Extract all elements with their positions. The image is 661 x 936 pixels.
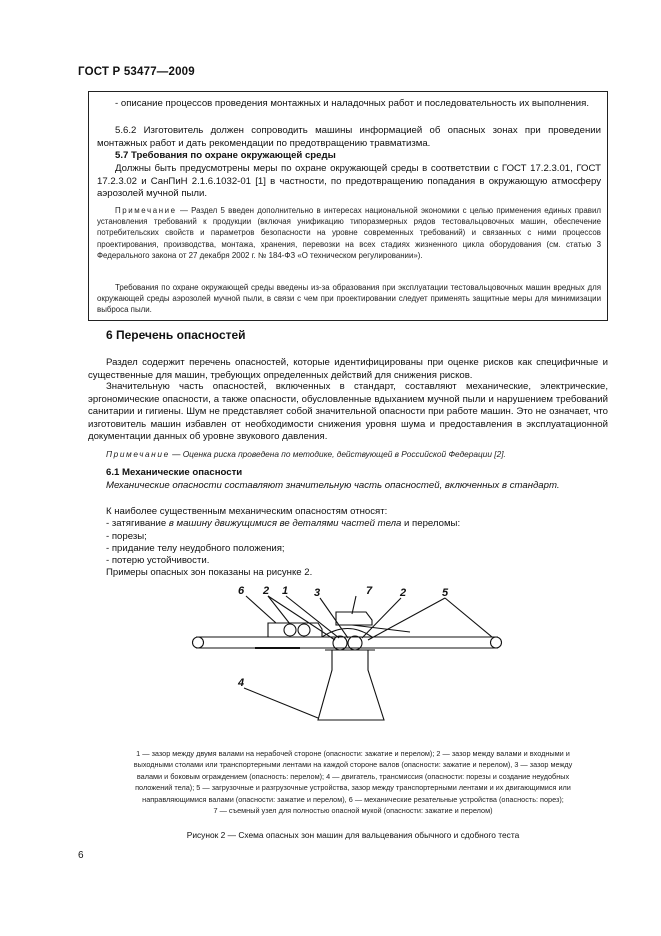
section-6-note: Примечание — Оценка риска проведена по методике, действующей в Российской Федерации [2].	[106, 449, 506, 459]
hazard-item-4: - потерю устойчивости.	[106, 555, 210, 566]
cutting-device-housing	[268, 623, 322, 637]
cutting-roller-2	[298, 624, 310, 636]
caption-line-1: 1 — зазор между двумя валами на нерабочей стороне (опасности: зажатие и перелом); 2 — зазор между валами и входными и	[136, 749, 570, 758]
figure-label-5: 5	[442, 587, 449, 599]
note-environment: Требования по охране окружающей среды введены из-за образования при эксплуатации тестовальцовочных машин вредных для окружающей среды аэрозолей мучной пыли, в связи с чем при проектировании следует применять защитные меры для минимизации выброса пыли.	[97, 283, 601, 315]
hazard-item-2: - порезы;	[106, 531, 147, 542]
conveyor-right-roller	[491, 637, 502, 648]
figure-label-4: 4	[238, 677, 245, 689]
list-item-installation: - описание процессов проведения монтажных и наладочных работ и последовательность их выполнения.	[115, 98, 589, 109]
figure-reference: Примеры опасных зон показаны на рисунке 2.	[106, 567, 313, 578]
section-6-paragraph-2: Значительную часть опасностей, включенных в стандарт, составляют механические, электрические, эргономические опасности, а также опасности, обусловленные вдыханием мучной пыли и нарушением требований санитарии и гигиены. Шум не представляет собой значительной опасности при работе машин. Это не означает, что изготовитель машин избавлен от необходимости снижения уровня шума и предоставления в эксплуатационной документации данных об уровне звукового давления.	[88, 381, 608, 443]
caption-line-6: 7 — съемный узел для полностью опасной мукой (опасности: зажатие и перелом)	[213, 806, 493, 816]
section-6-title: 6 Перечень опасностей	[106, 328, 246, 342]
figure-title: Рисунок 2 — Схема опасных зон машин для вальцевания обычного и сдобного теста	[186, 830, 520, 840]
caption-line-5: направляющимися валами (опасности: зажатие и перелом), 6 — механические резательные устройства (опасность: порез);	[142, 794, 564, 804]
heading-5-7: 5.7 Требования по охране окружающей среды	[115, 150, 336, 161]
conveyor-left-roller	[193, 637, 204, 648]
figure-label-3: 3	[314, 587, 321, 599]
hazard-item-1: - затягивание в машину движущимися ве деталями частей тела и переломы:	[106, 518, 461, 529]
paragraph-5-7: Должны быть предусмотрены меры по охране окружающей среды в соответствии с ГОСТ 17.2.3.01, ГОСТ 17.2.3.02 и СанПиН 2.1.6.1032-01 [1] в частности, по предотвращению попадания в окружающую атмосферу аэрозолей мучной пыли.	[97, 163, 601, 200]
note-text: — Раздел 5 введен дополнительно в интересах национальной экономики с целью применения единых правил установления требований к продукции (включая унификацию типоразмерных рядов тестовальцовочных машин, обеспечение потребительских свойств и параметров безопасности на уровне современных требований) и связанных с ними процессов проектирования, производства, монтажа, хранения, перевозки на всех стадиях жизненного цикла оборудования (см. статью 3 Федерального закона от 27 декабря 2002 г. № 184-ФЗ «О техническом регулировании»).	[97, 206, 601, 260]
caption-line-3: валами и боковым ограждением (опасность: перелом); 4 — двигатель, трансмиссия (опасности: порезы и создание неудобных	[136, 771, 570, 781]
cutting-roller-1	[284, 624, 296, 636]
hazards-intro: К наиболее существенным механическим опасностям относят:	[106, 506, 388, 517]
paragraph-5-6-2: 5.6.2 Изготовитель должен сопроводить машины информацией об опасных зонах при проведении монтажных работ и дать рекомендации по предотвращению травматизма.	[97, 125, 601, 149]
figure-label-2: 2	[263, 585, 270, 597]
caption-line-4: положений тела); 5 — загрузочные и разгрузочные устройства, зазор между транспортерными лентами и их двигающимися или	[135, 783, 571, 793]
removable-unit-7	[336, 612, 372, 625]
figure-caption	[88, 748, 618, 816]
figure-label-1: 1	[282, 585, 289, 597]
figure-label-6: 6	[238, 585, 245, 597]
figure-label-2b: 2	[400, 587, 407, 599]
machine-stand	[318, 650, 384, 720]
caption-line-2: выходными столами или транспортерными лентами на каждой стороне валов (опасности: зажатие и перелом), 3 — зазор между	[133, 760, 573, 770]
paragraph-6-1: Механические опасности составляют значительную часть опасностей, включенных в стандарт.	[106, 480, 560, 491]
continued-section-frame	[88, 91, 608, 321]
note-section-5	[97, 205, 601, 261]
document-header: ГОСТ Р 53477—2009	[78, 66, 195, 78]
figure-2-diagram	[0, 580, 661, 740]
page-number: 6	[78, 850, 84, 861]
note-label: Примечание	[115, 206, 177, 215]
hazard-item-3: - придание телу неудобного положения;	[106, 543, 285, 554]
heading-6-1: 6.1 Механические опасности	[106, 467, 243, 478]
section-6-intro: Раздел содержит перечень опасностей, которые идентифицированы при оценке рисков как специфичные и существенные для машин, требующих определенных действий для снижения рисков.	[88, 357, 608, 381]
figure-label-7: 7	[366, 585, 373, 597]
